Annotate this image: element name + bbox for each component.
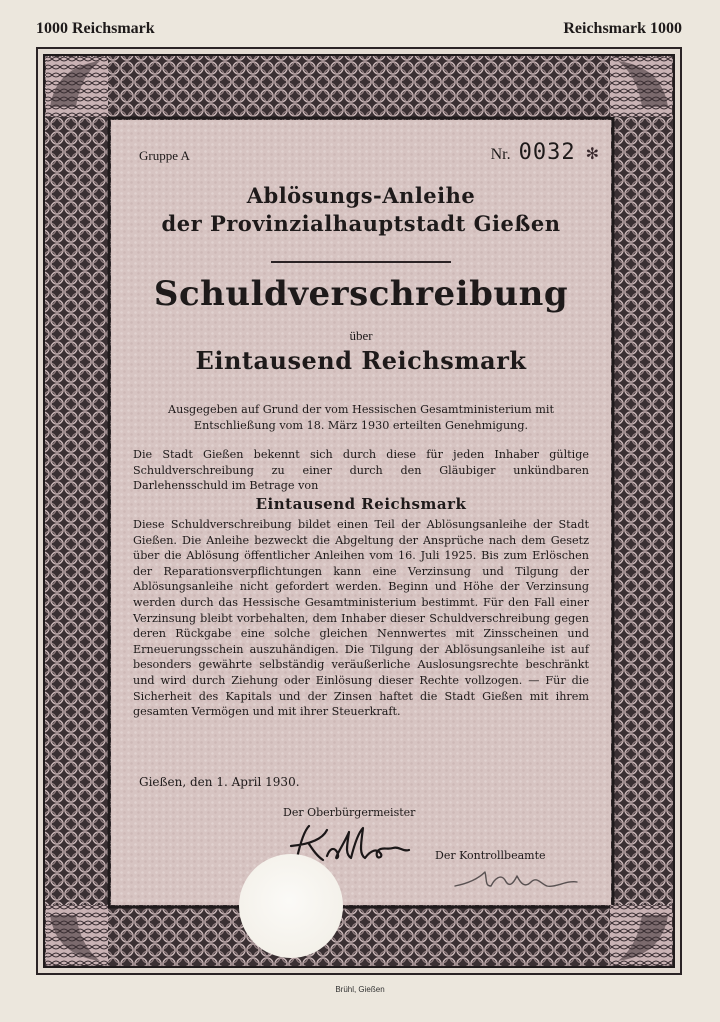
loan-title-line2: der Provinzialhauptstadt Gießen xyxy=(161,211,561,236)
title-divider xyxy=(271,261,451,263)
certificate-text-panel xyxy=(111,120,611,905)
corner-ornament-top-left xyxy=(46,57,108,117)
printer-imprint: Brühl, Gießen xyxy=(335,985,385,994)
serial-number xyxy=(491,140,599,165)
corner-ornament-bottom-left xyxy=(46,905,108,965)
asterisk-star-icon: ✻ xyxy=(585,146,599,163)
corner-ornament-top-right xyxy=(610,57,672,117)
place-and-date: Gießen, den 1. April 1930. xyxy=(139,775,300,789)
embossed-seal xyxy=(239,854,343,958)
controller-signature xyxy=(451,862,581,896)
issuance-statement: Ausgegeben auf Grund der vom Hessischen Gesamtministerium mit Entschließung vom 18. März 1930 erteilten Genehmigung. xyxy=(168,403,554,432)
mayor-title: Der Oberbürgermeister xyxy=(283,806,416,819)
terms-paragraph: Diese Schuldverschreibung bildet einen Teil der Ablösungsanleihe der Stadt Gießen. Die Anleihe bezweckt die Abgeltung der Ansprüche nach dem Gesetz über die Ablösung öffentlicher Anleihen vom 16. Juli 1925. Bis zum Erlöschen der Reparationsverpflichtungen kann eine Verzinsung und Tilgung der Ablösungsanleihe nicht gefordert werden. Beginn und Höhe der Verzinsung werden durch das Hessische Gesamtministerium bestimmt. Für den Fall einer Verzinsung bleibt vorbehalten, dem Inhaber dieser Schuldverschreibung gegen deren Rückgabe eine solche gleichen Nennwertes mit Zinsscheinen und Erneuerungsschein auszuhändigen. Die Tilgung der Ablösungsanleihe ist auf besonders gewährte selbständig veräußerliche Auslosungsrechte beschränkt und wird durch Ziehung oder Einlösung dieser Rechte vollzogen. — Für die Sicherheit des Kapitals und der Zinsen haftet die Stadt Gießen mit ihrem gesamten Vermögen und mit ihrer Steuerkraft. xyxy=(133,518,589,719)
obligation-paragraph: Die Stadt Gießen bekennt sich durch diese für jeden Inhaber gültige Schuldverschreibung zu einer durch den Gläubiger unkündbaren Darlehensschuld im Betrage von xyxy=(133,448,589,493)
bond-certificate xyxy=(36,47,682,975)
group-label: Gruppe A xyxy=(139,148,190,163)
denomination-label-right: Reichsmark 1000 xyxy=(563,20,682,37)
loan-title-line1: Ablösungs-Anleihe xyxy=(246,183,476,208)
corner-ornament-bottom-right xyxy=(610,905,672,965)
controller-title: Der Kontrollbeamte xyxy=(435,849,546,862)
over-label: über xyxy=(349,328,373,343)
denomination-label-left: 1000 Reichsmark xyxy=(36,20,155,37)
amount-in-words-body: Eintausend Reichsmark xyxy=(255,495,467,513)
serial-number-value: 0032 xyxy=(518,140,576,165)
serial-number-label: Nr. xyxy=(490,146,511,163)
loan-title xyxy=(111,182,611,238)
amount-in-words: Eintausend Reichsmark xyxy=(195,346,527,375)
document-title: Schuldverschreibung xyxy=(153,274,569,314)
